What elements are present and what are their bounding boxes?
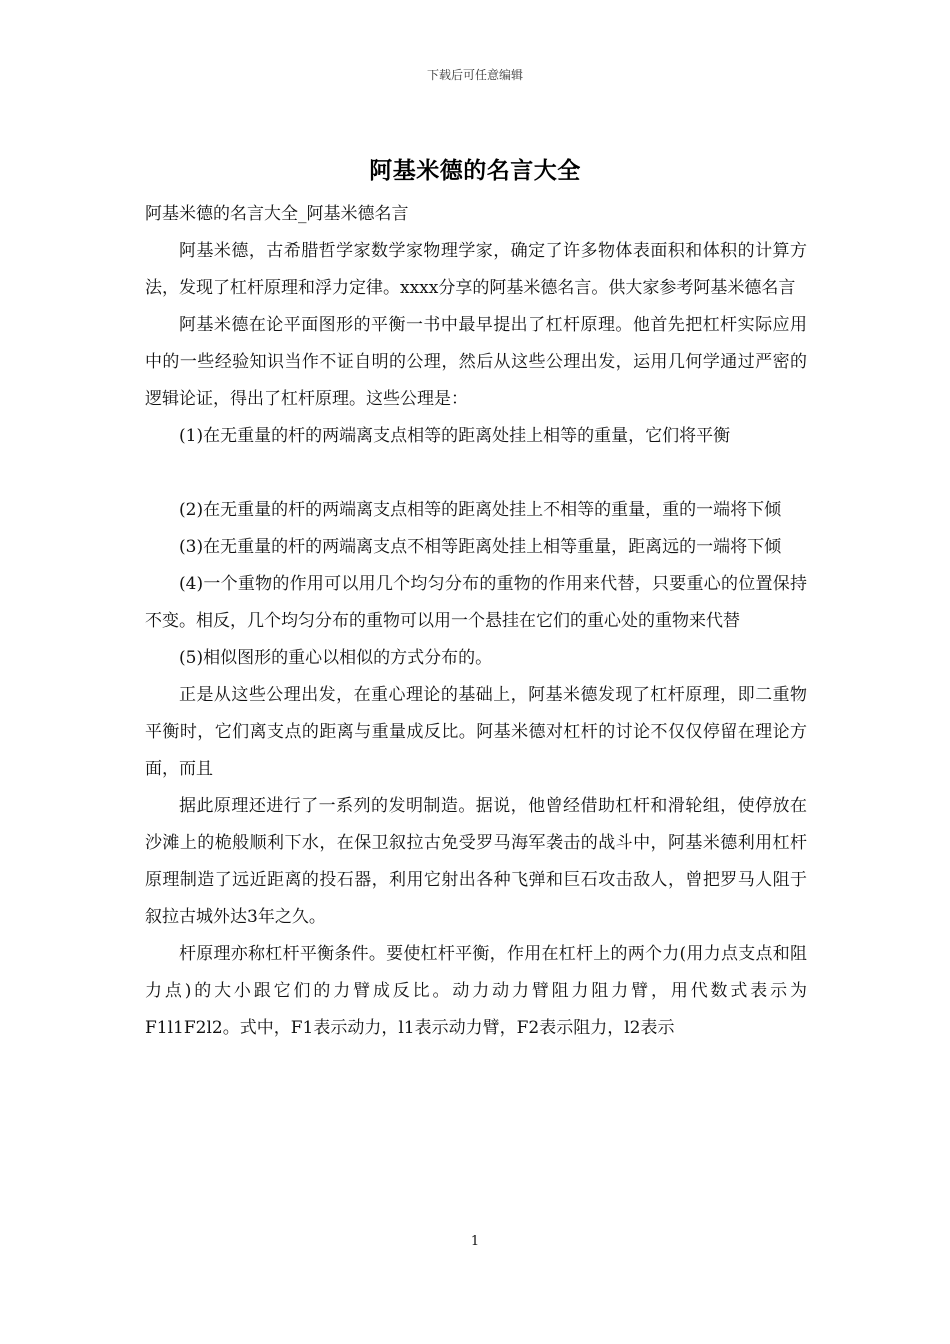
axiom-item: (3)在无重量的杆的两端离支点不相等距离处挂上相等重量，距离远的一端将下倾 — [179, 537, 782, 557]
paragraph: 杆原理亦称杠杆平衡条件。要使杠杆平衡，作用在杠杆上的两个力(用力点支点和阻力点)的大小跟它们的力臂成反比。动力动力臂阻力阻力臂，用代数式表示为F1l1F2l2。式中，F1表示动力，l1表示动力臂，F2表示阻力，l2表示 — [145, 944, 807, 1038]
axiom-item: (4)一个重物的作用可以用几个均匀分布的重物的作用来代替，只要重心的位置保持不变。相反，几个均匀分布的重物可以用一个悬挂在它们的重心处的重物来代替 — [145, 574, 807, 631]
paragraph: 据此原理还进行了一系列的发明制造。据说，他曾经借助杠杆和滑轮组，使停放在沙滩上的桅般顺利下水，在保卫叙拉古免受罗马海军袭击的战斗中，阿基米德利用杠杆原理制造了远近距离的投石器，利用它射出各种飞弹和巨石攻击敌人，曾把罗马人阻于叙拉古城外达3年之久。 — [145, 796, 807, 927]
document-body — [145, 196, 807, 1047]
axiom-item: (2)在无重量的杆的两端离支点相等的距离处挂上不相等的重量，重的一端将下倾 — [179, 500, 782, 520]
paragraph: 阿基米德，古希腊哲学家数学家物理学家，确定了许多物体表面积和体积的计算方法，发现了杠杆原理和浮力定律。xxxx分享的阿基米德名言。供大家参考阿基米德名言 — [145, 241, 807, 298]
document-subtitle: 阿基米德的名言大全_阿基米德名言 — [145, 204, 409, 224]
page-number: 1 — [470, 1234, 480, 1249]
document-title: 阿基米德的名言大全 — [369, 157, 581, 184]
axiom-item: (5)相似图形的重心以相似的方式分布的。 — [179, 648, 493, 668]
paragraph: 正是从这些公理出发，在重心理论的基础上，阿基米德发现了杠杆原理，即二重物平衡时，它们离支点的距离与重量成反比。阿基米德对杠杆的讨论不仅仅停留在理论方面，而且 — [145, 685, 807, 779]
paragraph: 阿基米德在论平面图形的平衡一书中最早提出了杠杆原理。他首先把杠杆实际应用中的一些经验知识当作不证自明的公理，然后从这些公理出发，运用几何学通过严密的逻辑论证，得出了杠杆原理。这些公理是： — [145, 315, 807, 409]
header-note: 下载后可任意编辑 — [426, 68, 523, 82]
axiom-item: (1)在无重量的杆的两端离支点相等的距离处挂上相等的重量，它们将平衡 — [179, 426, 731, 446]
